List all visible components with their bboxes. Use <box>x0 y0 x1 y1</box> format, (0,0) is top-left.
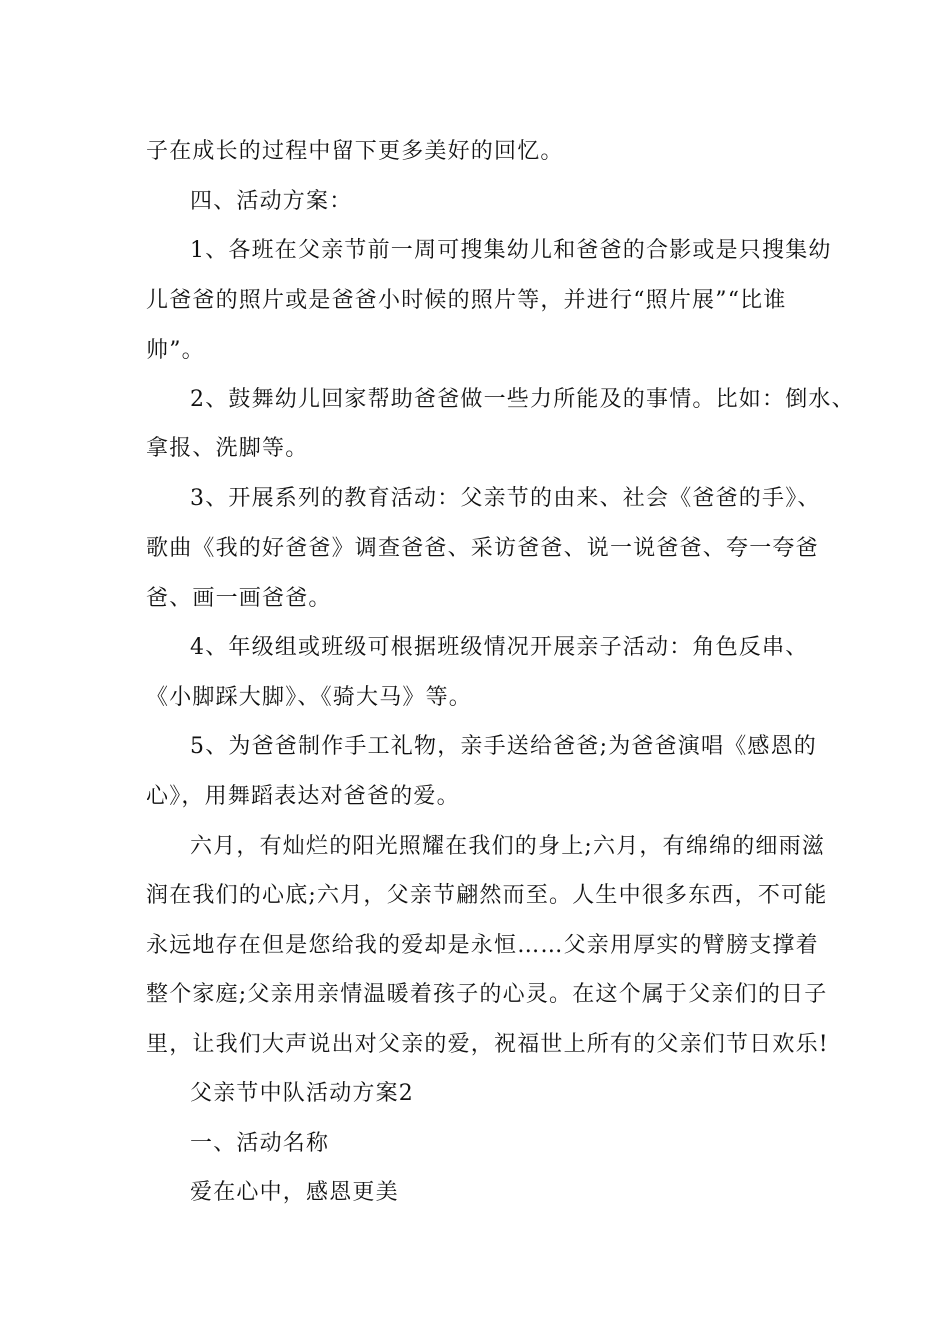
text-line: 润在我们的心底;六月，父亲节翩然而至。人生中很多东西，不可能 <box>146 883 828 908</box>
list-item: 5、为爸爸制作手工礼物，亲手送给爸爸;为爸爸演唱《感恩的 <box>190 734 818 759</box>
text-line: 拿报、洗脚等。 <box>146 436 309 461</box>
text-line: 爸、画一画爸爸。 <box>146 586 332 611</box>
section-heading: 一、活动名称 <box>190 1131 330 1156</box>
text-line: 子在成长的过程中留下更多美好的回忆。 <box>146 139 564 164</box>
text-line: 整个家庭;父亲用亲情温暖着孩子的心灵。在这个属于父亲们的日子 <box>146 982 828 1007</box>
section-heading: 四、活动方案： <box>190 189 353 214</box>
activity-name: 爱在心中，感恩更美 <box>190 1180 399 1205</box>
document-subtitle: 父亲节中队活动方案2 <box>190 1081 414 1106</box>
text-line: 里，让我们大声说出对父亲的爱，祝福世上所有的父亲们节日欢乐! <box>146 1032 829 1057</box>
text-line: 帅”。 <box>146 338 205 363</box>
text-line: 《小脚踩大脚》、《骑大马》等。 <box>146 685 473 710</box>
paragraph-line: 六月，有灿烂的阳光照耀在我们的身上;六月，有绵绵的细雨滋 <box>190 834 826 859</box>
list-item: 1、各班在父亲节前一周可搜集幼儿和爸爸的合影或是只搜集幼 <box>190 238 832 263</box>
text-line: 歌曲《我的好爸爸》调查爸爸、采访爸爸、说一说爸爸、夸一夸爸 <box>146 536 819 561</box>
text-line: 永远地存在但是您给我的爱却是永恒……父亲用厚实的臂膀支撑着 <box>146 933 819 958</box>
list-item: 3、开展系列的教育活动：父亲节的由来、社会《爸爸的手》、 <box>190 486 821 511</box>
list-item: 4、年级组或班级可根据班级情况开展亲子活动：角色反串、 <box>190 635 809 660</box>
text-line: 心》，用舞蹈表达对爸爸的爱。 <box>146 784 460 809</box>
text-line: 儿爸爸的照片或是爸爸小时候的照片等，并进行“照片展”“比谁 <box>146 288 787 313</box>
list-item: 2、鼓舞幼儿回家帮助爸爸做一些力所能及的事情。比如：倒水、 <box>190 387 855 412</box>
